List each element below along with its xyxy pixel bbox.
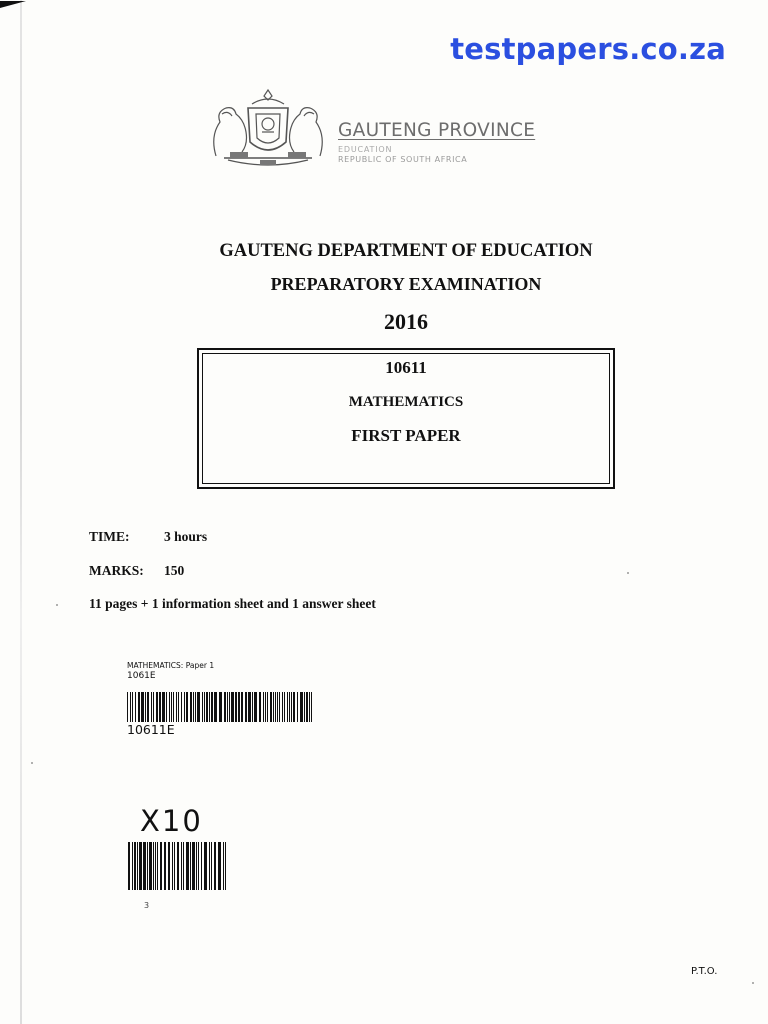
department-heading: GAUTENG DEPARTMENT OF EDUCATION: [219, 241, 593, 261]
paper-number: FIRST PAPER: [351, 426, 461, 445]
barcode-label-code: 1061E: [127, 671, 156, 681]
scan-speck: [56, 604, 58, 606]
pages-info: 11 pages + 1 information sheet and 1 answer sheet: [89, 596, 376, 611]
marks-value: 150: [164, 563, 185, 578]
paper-code: 10611: [385, 358, 427, 377]
barcode-label-subject: MATHEMATICS: Paper 1: [127, 661, 215, 670]
please-turn-over: P.T.O.: [691, 966, 718, 977]
scan-speck: [31, 762, 33, 764]
barcode-image: [127, 692, 313, 722]
subject-name: MATHEMATICS: [348, 394, 464, 410]
department-name: EDUCATION: [338, 145, 393, 154]
barcode-number: 10611E: [127, 722, 175, 737]
watermark-text: testpapers.co.za: [450, 32, 726, 66]
scan-edge-shadow: [20, 0, 22, 1024]
scan-speck: [627, 572, 629, 574]
exam-year: 2016: [384, 309, 428, 334]
coat-of-arms-icon: [206, 86, 330, 172]
barcode-label: [127, 661, 214, 681]
province-logo-text: [338, 120, 535, 164]
exam-type-heading: PREPARATORY EXAMINATION: [270, 274, 542, 294]
marks-label: MARKS:: [89, 563, 144, 578]
scan-speck: [752, 982, 754, 984]
corner-mark: [0, 0, 26, 10]
country-name: REPUBLIC OF SOUTH AFRICA: [338, 155, 468, 164]
time-label: TIME:: [89, 529, 130, 544]
stamp-number: 3: [144, 901, 150, 910]
time-value: 3 hours: [164, 529, 208, 544]
stamp-code: X10: [140, 804, 203, 838]
province-name: GAUTENG PROVINCE: [338, 120, 536, 141]
time-row: [89, 529, 207, 545]
small-barcode-image: [128, 842, 226, 890]
marks-row: [89, 563, 184, 579]
